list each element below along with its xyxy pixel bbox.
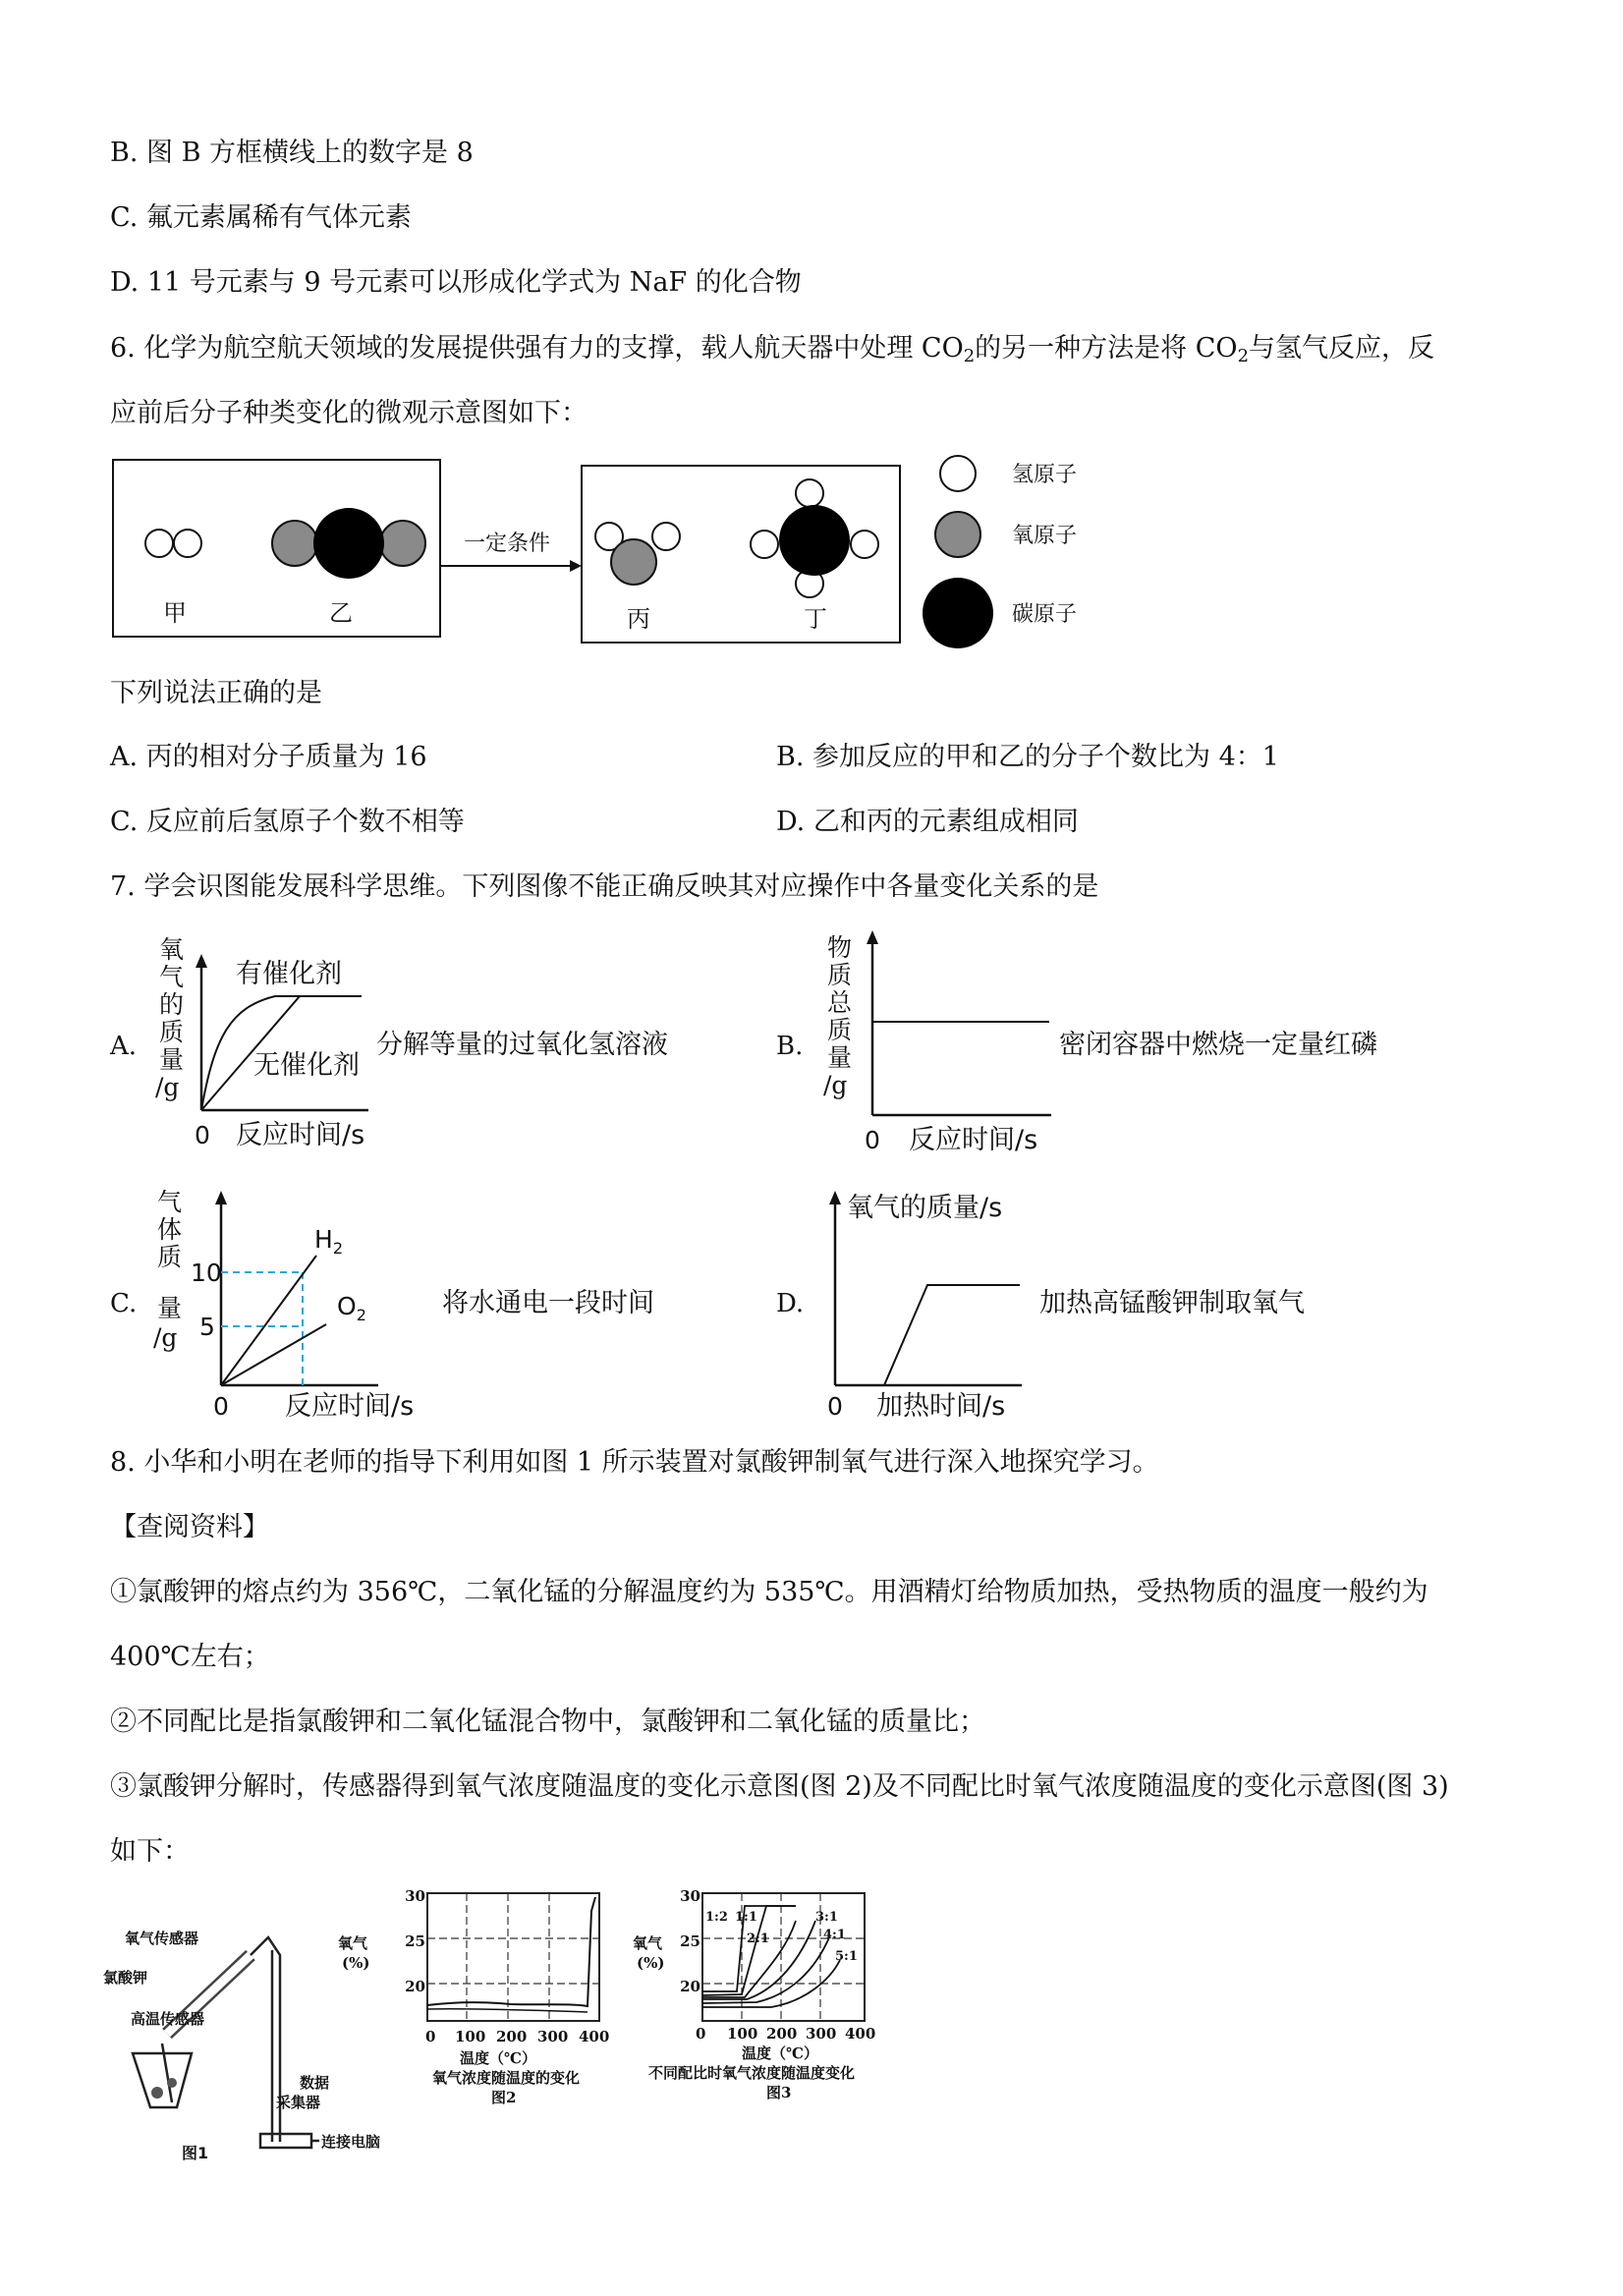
q5-option-d: D. 11 号元素与 9 号元素可以形成化学式为 NaF 的化合物	[110, 267, 802, 298]
svg-text:氧: 氧	[159, 935, 185, 964]
q8-info-3: ③氯酸钾分解时，传感器得到氧气浓度随温度的变化示意图(图 2)及不同配比时氧气浓度随温度的变化示意图(图 3)	[110, 1771, 1449, 1802]
svg-text:/g: /g	[153, 1323, 178, 1352]
svg-text:氯酸钾: 氯酸钾	[103, 1969, 148, 1987]
legend-carbon-icon	[923, 578, 993, 648]
q6-option-c: C. 反应前后氢原子个数不相等	[110, 807, 465, 837]
svg-text:400: 400	[845, 2025, 876, 2043]
svg-text:质: 质	[159, 1018, 185, 1046]
svg-text:30: 30	[680, 1887, 700, 1905]
svg-text:3:1: 3:1	[815, 1910, 838, 1925]
o2-line	[221, 1324, 326, 1385]
svg-text:气: 气	[157, 1188, 183, 1216]
label-bing: 丙	[627, 605, 650, 633]
svg-text:100: 100	[455, 2028, 486, 2045]
svg-text:图2: 图2	[491, 2089, 517, 2106]
q8-heading: 【查阅资料】	[110, 1512, 269, 1542]
legend-hydrogen-icon	[940, 456, 976, 491]
svg-text:量: 量	[159, 1045, 185, 1074]
svg-text:300: 300	[537, 2028, 569, 2045]
svg-text:碳原子: 碳原子	[1012, 602, 1078, 627]
svg-text:无催化剂: 无催化剂	[253, 1050, 360, 1081]
svg-text:氧原子: 氧原子	[1012, 524, 1078, 548]
svg-text:氧气传感器: 氧气传感器	[125, 1930, 199, 1947]
svg-text:25: 25	[680, 1932, 700, 1950]
svg-text:20: 20	[405, 1978, 425, 1995]
svg-text:不同配比时氧气浓度随温度变化: 不同配比时氧气浓度随温度变化	[648, 2064, 856, 2082]
svg-text:A.: A.	[110, 1032, 138, 1061]
svg-text:反应时间/s: 反应时间/s	[236, 1120, 365, 1150]
svg-text:B.: B.	[776, 1032, 804, 1061]
svg-text:的: 的	[159, 990, 185, 1019]
svg-text:加热时间/s: 加热时间/s	[876, 1391, 1006, 1422]
svg-text:采集器: 采集器	[276, 2094, 321, 2111]
svg-text:氧气: 氧气	[338, 1934, 368, 1952]
svg-text:0: 0	[213, 1392, 229, 1421]
svg-text:密闭容器中燃烧一定量红磷: 密闭容器中燃烧一定量红磷	[1059, 1030, 1377, 1060]
svg-text:C.: C.	[110, 1289, 138, 1318]
q8-info-2: ②不同配比是指氯酸钾和二氧化锰混合物中，氯酸钾和二氧化锰的质量比；	[110, 1707, 985, 1737]
svg-text:400: 400	[579, 2028, 610, 2045]
legend-oxygen-icon	[935, 512, 980, 557]
svg-text:反应时间/s: 反应时间/s	[909, 1125, 1038, 1155]
svg-text:D.: D.	[776, 1289, 805, 1318]
svg-text:质: 质	[827, 1016, 853, 1044]
svg-text:300: 300	[806, 2025, 837, 2043]
svg-text:0: 0	[195, 1121, 210, 1149]
q6-option-a: A. 丙的相对分子质量为 16	[110, 742, 427, 772]
oxygen-mass-curve	[884, 1285, 1020, 1385]
svg-text:高温传感器: 高温传感器	[131, 2010, 205, 2028]
svg-text:2:1: 2:1	[747, 1932, 769, 1946]
svg-text:4:1: 4:1	[823, 1928, 846, 1942]
q6-molecule-diagram	[108, 452, 1100, 658]
q7-graph-c	[98, 1179, 707, 1420]
svg-text:30: 30	[405, 1887, 425, 1905]
svg-text:10: 10	[191, 1259, 222, 1287]
svg-text:0: 0	[827, 1392, 843, 1421]
svg-text:200: 200	[766, 2025, 798, 2043]
svg-text:有催化剂: 有催化剂	[236, 959, 342, 989]
q5-option-c: C. 氟元素属稀有气体元素	[110, 202, 412, 233]
q7-graph-b	[766, 928, 1415, 1154]
oxygen-atom	[272, 521, 317, 566]
svg-text:0: 0	[425, 2028, 436, 2045]
svg-text:/g: /g	[823, 1071, 848, 1099]
svg-text:图3: 图3	[766, 2084, 792, 2101]
svg-text:0: 0	[696, 2025, 706, 2043]
svg-text:氧气: 氧气	[633, 1934, 663, 1952]
svg-text:H2: $H_2$	[314, 1225, 343, 1258]
svg-text:质: 质	[827, 961, 853, 989]
svg-text:将水通电一段时间: 将水通电一段时间	[442, 1288, 654, 1318]
svg-text:物: 物	[827, 933, 853, 962]
carbon-atom	[313, 508, 384, 579]
svg-text:量: 量	[827, 1043, 853, 1072]
svg-text:5: 5	[199, 1313, 215, 1341]
q6-option-d: D. 乙和丙的元素组成相同	[776, 807, 1079, 837]
q6-option-b: B. 参加反应的甲和乙的分子个数比为 4：1	[776, 742, 1279, 772]
svg-text:(%): (%)	[342, 1954, 370, 1972]
hydrogen-atom	[174, 530, 201, 557]
svg-text:氧气浓度随温度的变化: 氧气浓度随温度的变化	[432, 2069, 581, 2087]
svg-text:100: 100	[727, 2025, 758, 2043]
svg-text:O2: $O_2$	[337, 1292, 366, 1324]
svg-text:气: 气	[159, 963, 185, 991]
q8-info-1a: ①氯酸钾的熔点约为 356℃，二氧化锰的分解温度约为 535℃。用酒精灯给物质加热，受热物质的温度一般约为	[110, 1577, 1428, 1607]
svg-text:25: 25	[405, 1932, 425, 1950]
q8-info-4: 如下：	[110, 1836, 190, 1867]
svg-text:5:1: 5:1	[835, 1949, 858, 1964]
svg-text:体: 体	[157, 1215, 183, 1244]
svg-text:连接电脑: 连接电脑	[321, 2133, 381, 2151]
fig2-chart	[334, 1881, 629, 2156]
fig2-curve	[427, 1897, 595, 2006]
svg-text:温度（℃）: 温度（℃）	[742, 2044, 818, 2062]
condition-label: 一定条件	[464, 532, 551, 556]
svg-text:图1: 图1	[182, 2144, 209, 2162]
svg-text:1:1: 1:1	[735, 1910, 757, 1925]
svg-text:质: 质	[157, 1243, 183, 1271]
oxygen-atom	[380, 521, 425, 566]
svg-text:氢原子: 氢原子	[1012, 463, 1078, 487]
q7-graph-d	[766, 1179, 1415, 1420]
q8-stem: 8. 小华和小明在老师的指导下利用如图 1 所示装置对氯酸钾制氧气进行深入地探究学习。	[110, 1447, 1159, 1478]
svg-text:温度（℃）: 温度（℃）	[460, 2049, 536, 2067]
q8-info-1b: 400℃左右；	[110, 1642, 270, 1672]
svg-text:1:2: 1:2	[705, 1910, 728, 1925]
svg-text:反应时间/s: 反应时间/s	[285, 1391, 415, 1422]
svg-text:/g: /g	[155, 1073, 180, 1101]
svg-text:量: 量	[157, 1294, 183, 1322]
fig3-chart	[629, 1881, 923, 2166]
hydrogen-atom	[145, 530, 173, 557]
svg-text:数据: 数据	[300, 2074, 330, 2092]
svg-text:氧气的质量/s: 氧气的质量/s	[847, 1193, 1003, 1223]
carbon-atom	[779, 505, 850, 576]
oxygen-atom	[611, 539, 656, 585]
q6-stem-line2: 应前后分子种类变化的微观示意图如下：	[110, 398, 588, 428]
q6-stem-line1: 6. 化学为航空航天领域的发展提供强有力的支撑，载人航天器中处理 $CO_2$的另一种方法是将 $CO_2$与氢气反应，反	[110, 333, 1435, 366]
svg-text:20: 20	[680, 1978, 700, 1995]
label-yi: 乙	[329, 599, 353, 627]
label-jia: 甲	[163, 599, 187, 627]
svg-text:总: 总	[827, 988, 853, 1017]
label-ding: 丁	[804, 605, 827, 633]
svg-text:加热高锰酸钾制取氧气: 加热高锰酸钾制取氧气	[1039, 1288, 1305, 1318]
q5-option-b: B. 图 B 方框横线上的数字是 8	[110, 138, 474, 168]
q7-graph-a	[98, 928, 707, 1154]
q7-stem: 7. 学会识图能发展科学思维。下列图像不能正确反映其对应操作中各量变化关系的是	[110, 871, 1099, 902]
q6-question: 下列说法正确的是	[110, 678, 322, 708]
svg-text:0: 0	[865, 1126, 880, 1154]
svg-text:200: 200	[496, 2028, 528, 2045]
svg-text:(%): (%)	[637, 1954, 665, 1972]
svg-text:分解等量的过氧化氢溶液: 分解等量的过氧化氢溶液	[376, 1030, 668, 1060]
